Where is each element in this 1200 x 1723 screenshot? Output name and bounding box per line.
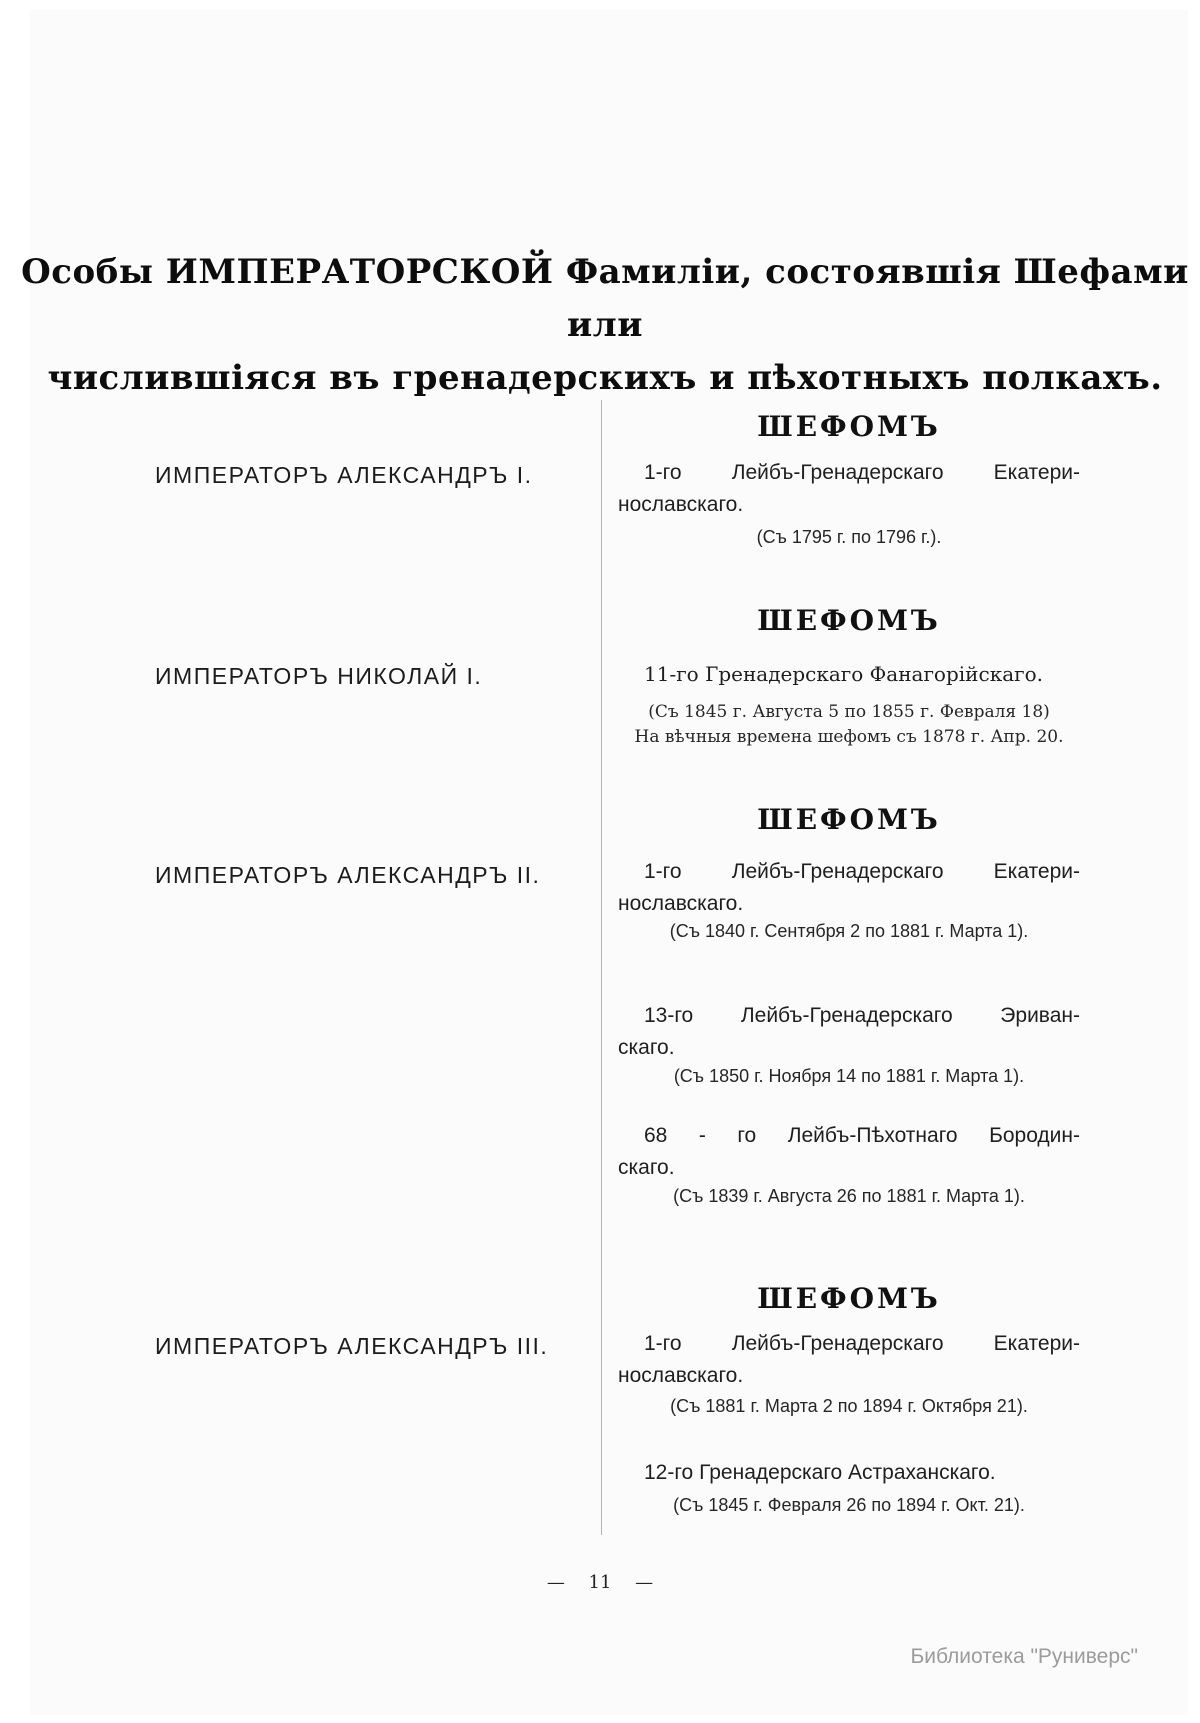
section-4-header: ШЕФОМЪ	[757, 1282, 941, 1315]
section-2-header: ШЕФОМЪ	[757, 604, 941, 637]
section-4-emperor-name: ИМПЕРАТОРЪ АЛЕКСАНДРЪ III.	[155, 1333, 549, 1359]
section-3-emperor-name: ИМПЕРАТОРЪ АЛЕКСАНДРЪ II.	[155, 862, 541, 888]
section-3-regiment-2-line-1: 13-го Лейбъ-Гренадерскаго Эриван-	[644, 1004, 1080, 1027]
section-4-regiment-2-dates: (Съ 1845 г. Февраля 26 по 1894 г. Окт. 21).	[673, 1495, 1025, 1515]
page-title-line-1: Особы ИМПЕРАТОРСКОЙ Фамиліи, состоявшія Шефами или	[21, 252, 1189, 345]
section-2-regiment-1-dates-2: На вѣчныя времена шефомъ съ 1878 г. Апр. 20.	[634, 727, 1064, 747]
page-number: — 11 —	[546, 1572, 654, 1593]
section-4-regiment-1-line-1: 1-го Лейбъ-Гренадерскаго Екатери-	[644, 1332, 1080, 1355]
section-1-header: ШЕФОМЪ	[757, 410, 941, 443]
column-divider	[601, 400, 602, 1535]
section-1-regiment-1-line-2: нославскаго.	[618, 493, 744, 516]
section-4-regiment-2-line-1: 12-го Гренадерскаго Астраханскаго.	[644, 1461, 996, 1484]
section-1-regiment-1-line-1: 1-го Лейбъ-Гренадерскаго Екатери-	[644, 461, 1080, 484]
section-3-header: ШЕФОМЪ	[757, 803, 941, 836]
section-2-regiment-1-dates-1: (Съ 1845 г. Августа 5 по 1855 г. Февраля 18)	[648, 702, 1050, 722]
section-4-regiment-1-dates: (Съ 1881 г. Марта 2 по 1894 г. Октября 21).	[670, 1396, 1028, 1416]
section-1-regiment-1-dates: (Съ 1795 г. по 1796 г.).	[756, 527, 942, 547]
section-3-regiment-3-dates: (Съ 1839 г. Августа 26 по 1881 г. Марта 1).	[673, 1186, 1025, 1206]
section-3-regiment-1-line-2: нославскаго.	[618, 892, 744, 915]
section-3-regiment-2-line-2: скаго.	[618, 1036, 675, 1059]
section-3-regiment-1-line-1: 1-го Лейбъ-Гренадерскаго Екатери-	[644, 860, 1080, 883]
section-4-regiment-1-line-2: нославскаго.	[618, 1364, 744, 1387]
section-1-emperor-name: ИМПЕРАТОРЪ АЛЕКСАНДРЪ I.	[155, 462, 533, 488]
page-title	[10, 246, 1200, 405]
section-3-regiment-2-dates: (Съ 1850 г. Ноября 14 по 1881 г. Марта 1).	[673, 1066, 1025, 1086]
section-3-regiment-1-dates: (Съ 1840 г. Сентября 2 по 1881 г. Марта 1).	[669, 921, 1029, 941]
section-2-emperor-name: ИМПЕРАТОРЪ НИКОЛАЙ I.	[155, 663, 483, 689]
section-3-regiment-3-line-1: 68 - го Лейбъ-Пѣхотнаго Бородин-	[644, 1124, 1080, 1147]
library-watermark: Библиотека "Руниверс"	[910, 1645, 1138, 1668]
section-3-regiment-3-line-2: скаго.	[618, 1156, 675, 1179]
section-2-regiment-1-line-1: 11-го Гренадерскаго Фанагорійскаго.	[644, 662, 1044, 686]
page-title-line-2: числившіяся въ гренадерскихъ и пѣхотныхъ полкахъ.	[47, 358, 1163, 398]
